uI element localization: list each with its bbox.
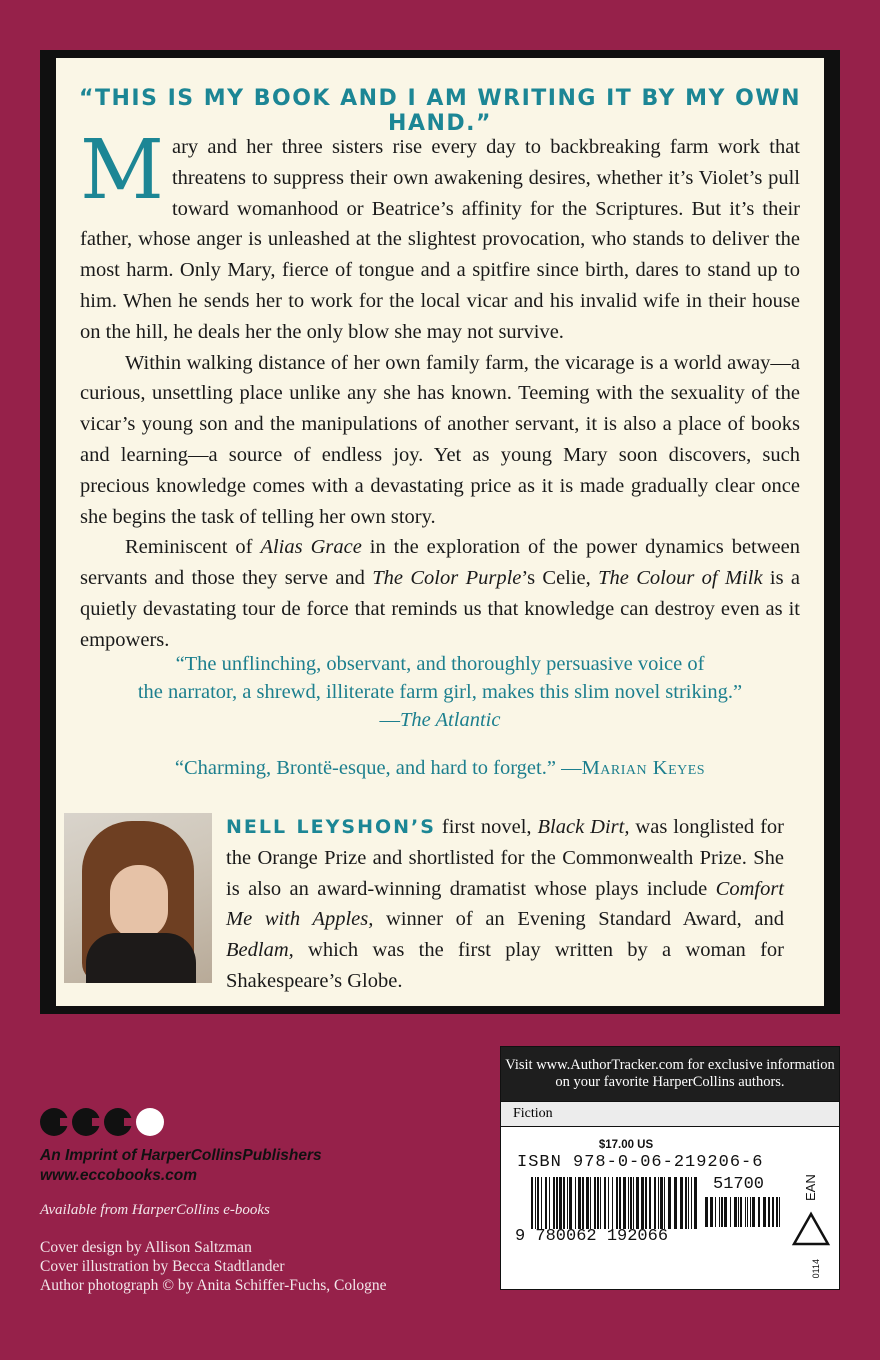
- barcode-bar: [563, 1177, 565, 1229]
- border-line: [50, 58, 52, 1006]
- barcode-bar: [545, 1177, 547, 1229]
- quote-line: the narrator, a shrewd, illiterate farm girl, makes this slim novel striking.”: [137, 681, 743, 703]
- barcode-bar: [776, 1197, 778, 1227]
- barcode-bar: [752, 1197, 755, 1227]
- logo-letter-c: [104, 1108, 132, 1136]
- publisher-url: www.eccobooks.com: [40, 1167, 198, 1184]
- barcode-bar: [685, 1177, 687, 1229]
- barcode-bar: [616, 1177, 618, 1229]
- barcode-bar: [535, 1177, 536, 1229]
- text-span: ’s Celie,: [521, 567, 599, 590]
- text-span: in the exploration of the power dynamics between servants and those they serve and: [80, 536, 800, 590]
- barcode-bar: [768, 1197, 770, 1227]
- imprint: [40, 1146, 322, 1186]
- triangle-icon: [791, 1211, 831, 1247]
- cover-panel: [40, 50, 840, 1014]
- imprint-line: [40, 1146, 322, 1166]
- barcode-bar: [710, 1197, 713, 1227]
- barcode-digits: 9 780062 192066: [515, 1227, 669, 1246]
- synopsis-text-1: ary and her three sisters rise every day to backbreaking farm work that threatens to suppress their own awakening desires, whether it’s Violet’s pull toward womanhood or Beatrice’s affinity for the Scriptures. But it’s their father, whose anger is unleashed at the slightest provocation, who stands to deliver the most harm. Only Mary, fierce of tongue and a spitfire since birth, dares to stand up to him. When he sends her to work for the local vicar and his invalid wife in their house on the hill, he deals her the only blow she may not survive.: [80, 136, 800, 343]
- barcode-bar: [531, 1177, 533, 1229]
- barcode-bar: [578, 1177, 581, 1229]
- quote-line: “The unflinching, observant, and thoroughly persuasive voice of: [175, 653, 705, 675]
- text-span: Reminiscent of: [125, 536, 261, 559]
- text-span: first novel,: [435, 816, 538, 838]
- logo-letter-o: [136, 1108, 164, 1136]
- barcode-bar: [721, 1197, 723, 1227]
- barcode-bar: [763, 1197, 766, 1227]
- barcode-bar: [582, 1177, 584, 1229]
- text-span: is a quietly devastating tour de force that reminds us that knowledge can destroy even as it empowers.: [80, 567, 801, 651]
- quote-source: The Atlantic: [400, 709, 501, 731]
- photo-coat: [86, 933, 196, 983]
- barcode-bar: [636, 1177, 639, 1229]
- review-quote-atlantic: [40, 650, 840, 734]
- author-bio: [226, 812, 784, 997]
- barcode-bar: [745, 1197, 746, 1227]
- barcode-bar: [623, 1177, 626, 1229]
- barcode-bar: [612, 1177, 613, 1229]
- synopsis-paragraph-1: [80, 123, 800, 348]
- photo-face: [110, 865, 168, 939]
- barcode-bar: [680, 1177, 683, 1229]
- imprint-text: An Imprint of HarperCollins: [40, 1147, 243, 1164]
- text-span: was longlisted for the Orange Prize and shortlisted for the Commonwealth Prize. She is also an award-winning dramatist whose plays include: [226, 816, 785, 900]
- barcode-bar: [645, 1177, 647, 1229]
- barcode-bar: [719, 1197, 720, 1227]
- review-quote-keyes: [40, 754, 840, 782]
- border-line: [828, 58, 830, 1006]
- barcode-bar: [688, 1177, 689, 1229]
- barcode-bar: [604, 1177, 606, 1229]
- imprint-text: Publishers: [242, 1147, 322, 1164]
- barcode-bar: [641, 1177, 644, 1229]
- barcode-bar: [575, 1177, 576, 1229]
- dash: —: [379, 709, 401, 731]
- isbn-barcode: [531, 1177, 701, 1229]
- barcode-bar: [559, 1177, 562, 1229]
- drop-cap: M: [80, 123, 164, 218]
- category-label: Fiction: [501, 1101, 839, 1127]
- credit-line: Cover illustration by Becca Stadtlander: [40, 1258, 285, 1275]
- authortracker-notice: Visit www.AuthorTracker.com for exclusive information on your favorite HarperCollins authors.: [501, 1047, 839, 1101]
- text-span: winner of an Evening Standard Award, and: [373, 908, 784, 931]
- book-title: The Color Purple: [372, 567, 522, 590]
- credit-line: Author photograph © by Anita Schiffer-Fuchs, Cologne: [40, 1277, 387, 1294]
- barcode-bar: [658, 1177, 659, 1229]
- play-title: Bedlam,: [226, 939, 294, 962]
- credits: [40, 1238, 387, 1295]
- quote-text: “Charming, Brontë-esque, and hard to forget.” —: [174, 757, 582, 779]
- barcode-bar: [590, 1177, 591, 1229]
- barcode-bar: [630, 1177, 632, 1229]
- barcode-bar: [705, 1197, 708, 1227]
- barcode-bar: [594, 1177, 596, 1229]
- ean-label: EAN: [803, 1174, 818, 1202]
- credit-line: Cover design by Allison Saltzman: [40, 1239, 252, 1256]
- text-span: which was the first play written by a woman for Shakespeare’s Globe.: [226, 939, 784, 992]
- barcode-bar: [597, 1177, 599, 1229]
- barcode-bar: [628, 1177, 629, 1229]
- barcode-box: [500, 1046, 840, 1290]
- barcode-bar: [668, 1177, 671, 1229]
- author-photo: [64, 813, 212, 983]
- play-title: Comfort Me with Apples,: [226, 877, 784, 931]
- barcode-bar: [553, 1177, 555, 1229]
- synopsis-paragraph-3: [80, 532, 800, 655]
- border-line: [833, 58, 835, 1006]
- barcode-bar: [537, 1177, 539, 1229]
- barcode-bar: [541, 1177, 542, 1229]
- barcode-bar: [779, 1197, 780, 1227]
- print-code: 0114: [811, 1259, 821, 1279]
- border-line: [45, 58, 47, 1006]
- headline: “THIS IS MY BOOK AND I AM WRITING IT BY MY OWN HAND.”: [79, 86, 801, 136]
- barcode-bar: [649, 1177, 651, 1229]
- quote-attribution: [40, 706, 840, 734]
- barcode-bar: [556, 1177, 558, 1229]
- barcode-bar: [730, 1197, 731, 1227]
- barcode-bar: [608, 1177, 609, 1229]
- logo-letter-c: [72, 1108, 100, 1136]
- barcode-bar: [674, 1177, 677, 1229]
- quote-source: Marian Keyes: [581, 757, 706, 779]
- barcode-bar: [567, 1177, 568, 1229]
- ecco-logo: [40, 1108, 168, 1141]
- ebook-availability: Available from HarperCollins e-books: [40, 1202, 270, 1218]
- price: $17.00 US: [598, 1139, 654, 1151]
- barcode-bar: [747, 1197, 748, 1227]
- barcode-bar: [734, 1197, 737, 1227]
- barcode-bar: [772, 1197, 774, 1227]
- barcode-bar: [758, 1197, 760, 1227]
- barcode-bar: [691, 1177, 692, 1229]
- barcode-bar: [549, 1177, 550, 1229]
- barcode-bar: [586, 1177, 589, 1229]
- barcode-bar: [715, 1197, 716, 1227]
- book-title: Alias Grace: [260, 536, 362, 559]
- barcode-bar: [750, 1197, 751, 1227]
- isbn: ISBN 978-0-06-219206-6: [517, 1153, 764, 1172]
- barcode-bar: [738, 1197, 739, 1227]
- barcode-bar: [569, 1177, 572, 1229]
- synopsis: [80, 123, 801, 656]
- barcode-bar: [664, 1177, 665, 1229]
- barcode-bar: [619, 1177, 621, 1229]
- price-barcode: [705, 1197, 785, 1227]
- book-title: The Colour of Milk: [598, 567, 763, 590]
- barcode-bar: [724, 1197, 727, 1227]
- barcode-bar: [694, 1177, 697, 1229]
- price-code: 51700: [713, 1175, 765, 1194]
- barcode-bar: [633, 1177, 634, 1229]
- barcode-bar: [740, 1197, 742, 1227]
- logo-letter-e: [40, 1108, 68, 1136]
- synopsis-paragraph-2: Within walking distance of her own family farm, the vicarage is a world away—a curious, unsettling place unlike any she has known. Teeming with the sexuality of the vicar’s young son and the manipulations of another servant, it is also a place of books and learning—a source of endless joy. Yet as young Mary soon discovers, such precious knowledge comes with a devastating price as it is made gradually clear once she begins the task of telling her own story.: [80, 351, 800, 528]
- book-title: Black Dirt,: [537, 816, 630, 838]
- author-name: NELL LEYSHON’S: [226, 816, 436, 838]
- barcode-bar: [600, 1177, 601, 1229]
- barcode-bar: [660, 1177, 663, 1229]
- barcode-bar: [654, 1177, 656, 1229]
